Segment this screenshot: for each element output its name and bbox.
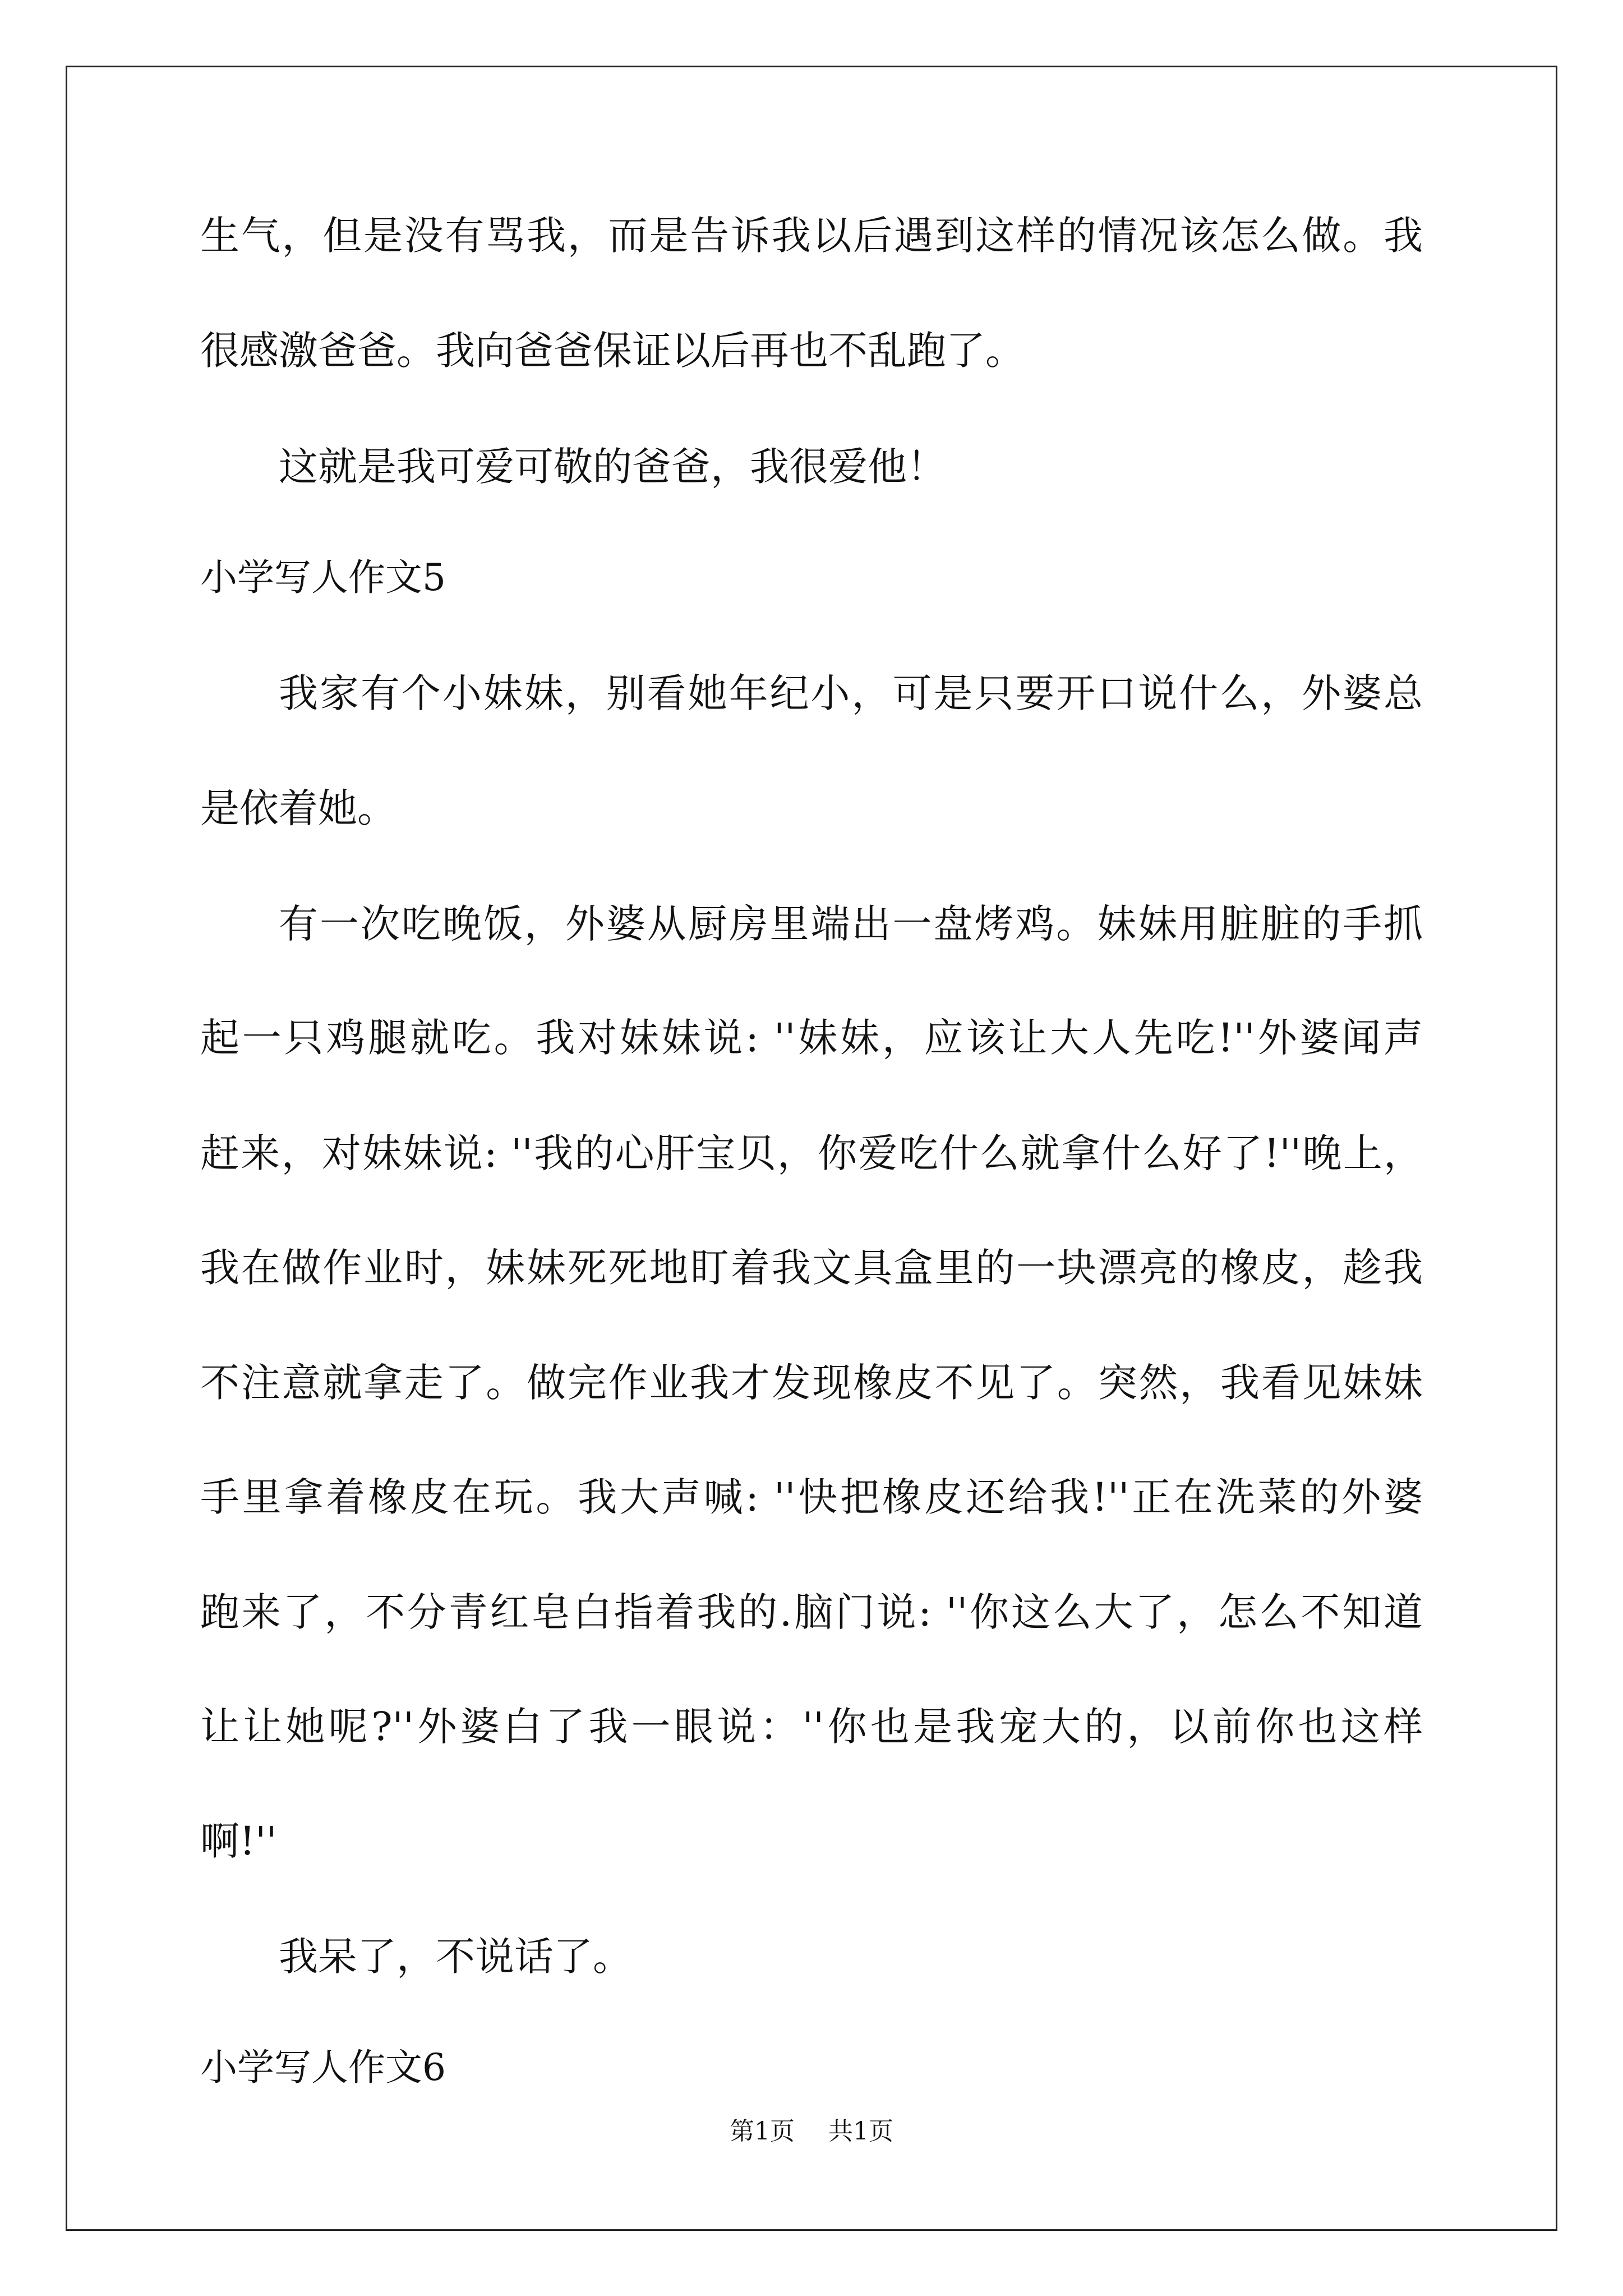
text-line: 生气，但是没有骂我，而是告诉我以后遇到这样的情况该怎么做。我 xyxy=(200,213,1423,259)
text-line: 很感激爸爸。我向爸爸保证以后再也不乱跑了。 xyxy=(200,328,1025,374)
text-line: 跑来了，不分青红皂白指着我的.脑门说: ''你这么大了，怎么不知道 xyxy=(200,1589,1423,1635)
text-line: 我家有个小妹妹，别看她年纪小，可是只要开口说什么，外婆总 xyxy=(279,670,1423,716)
text-line: 是依着她。 xyxy=(200,785,396,831)
page-total: 共1页 xyxy=(828,2117,893,2146)
section-heading: 小学写人作文6 xyxy=(200,2046,446,2089)
text-line: 赶来，对妹妹说: ''我的心肝宝贝，你爱吃什么就拿什么好了!''晚上， xyxy=(200,1130,1423,1176)
page-footer xyxy=(0,2115,1623,2148)
text-line: 手里拿着橡皮在玩。我大声喊: ''快把橡皮还给我!''正在洗菜的外婆 xyxy=(200,1474,1423,1520)
text-line: 不注意就拿走了。做完作业我才发现橡皮不见了。突然，我看见妹妹 xyxy=(200,1360,1423,1406)
text-line: 让让她呢?''外婆白了我一眼说：''你也是我宠大的，以前你也这样 xyxy=(200,1704,1423,1750)
text-line: 我在做作业时，妹妹死死地盯着我文具盒里的一块漂亮的橡皮，趁我 xyxy=(200,1245,1423,1291)
text-line: 这就是我可爱可敬的爸爸，我很爱他！ xyxy=(279,444,946,490)
page-number: 第1页 xyxy=(730,2117,795,2146)
text-line: 啊!'' xyxy=(200,1818,277,1864)
text-line: 我呆了，不说话了。 xyxy=(279,1934,632,1980)
section-heading: 小学写人作文5 xyxy=(200,556,446,599)
text-line: 有一次吃晚饭，外婆从厨房里端出一盘烤鸡。妹妹用脏脏的手抓 xyxy=(279,901,1423,947)
text-line: 起一只鸡腿就吃。我对妹妹说: ''妹妹，应该让大人先吃!''外婆闻声 xyxy=(200,1015,1423,1061)
